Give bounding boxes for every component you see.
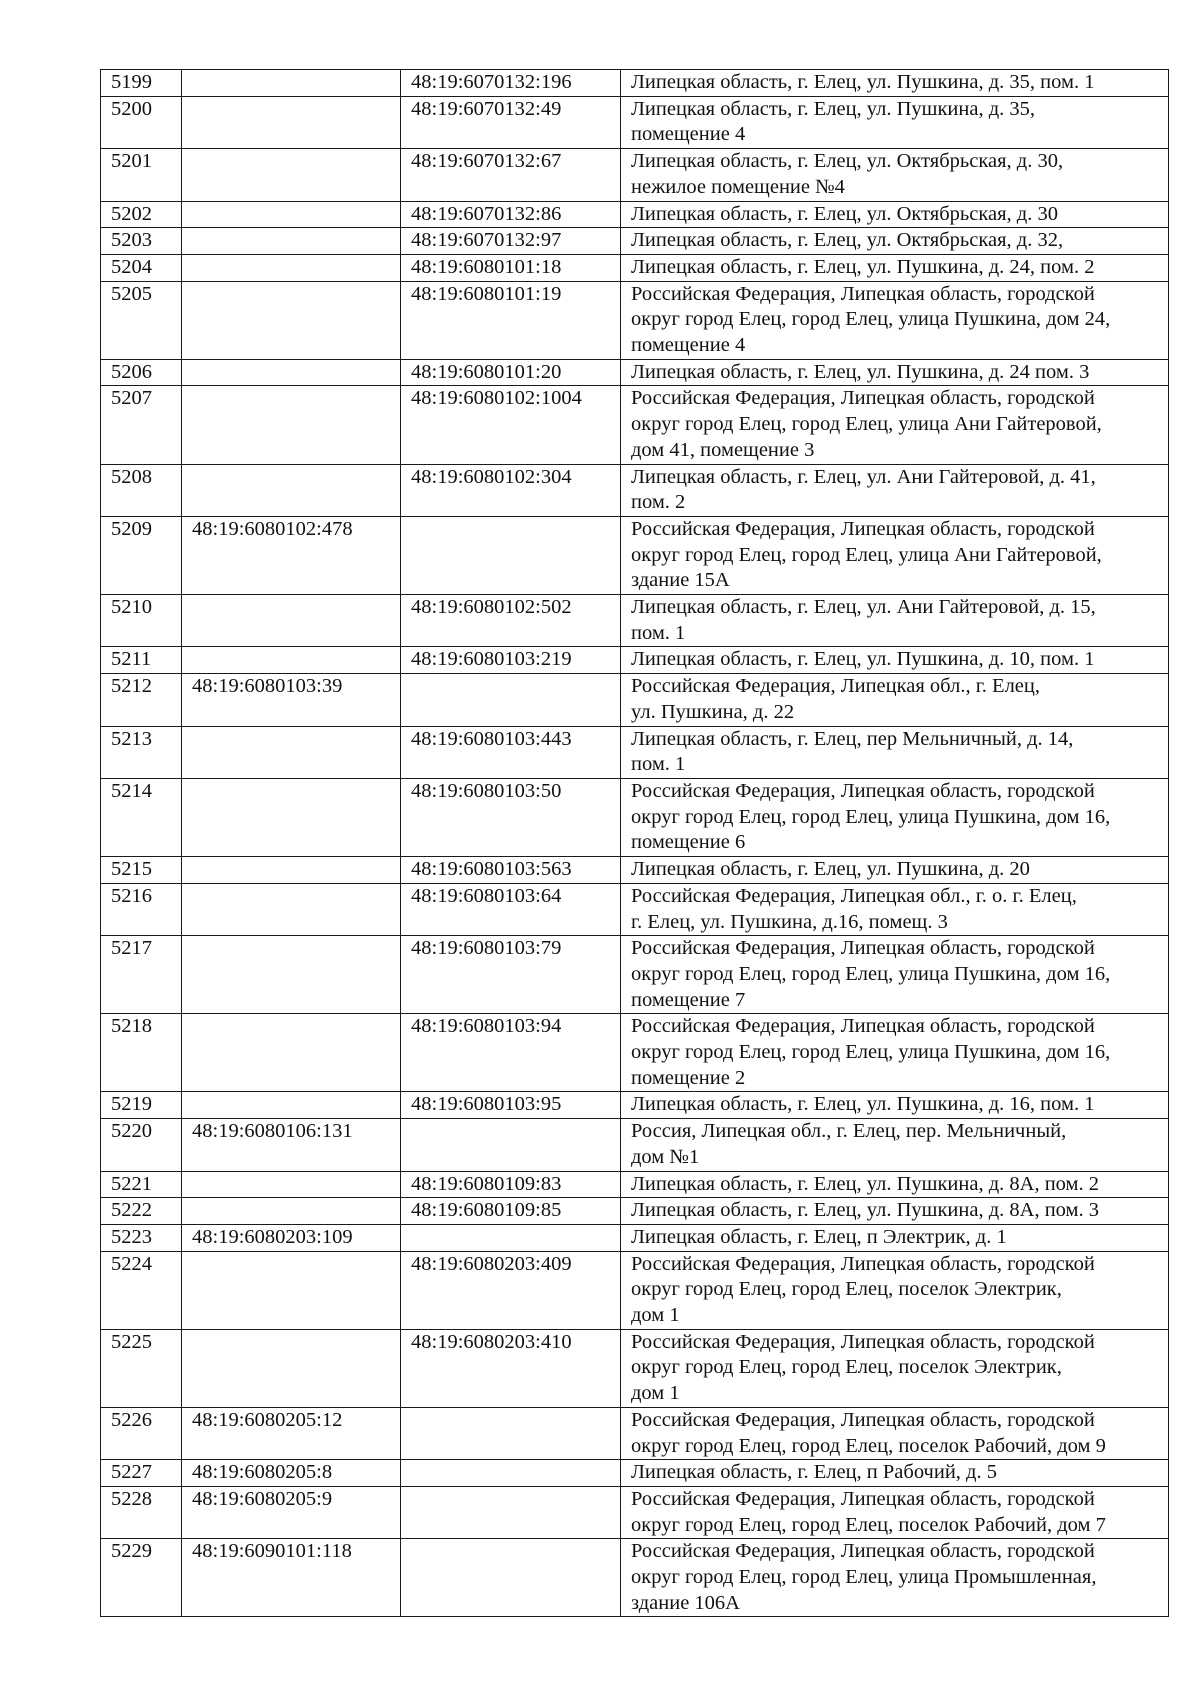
land-cadastral-number-cell xyxy=(182,1014,401,1092)
table-row xyxy=(101,149,1169,201)
land-cadastral-number-cell xyxy=(182,1171,401,1198)
object-cadastral-number-cell: 48:19:6080103:95 xyxy=(401,1092,621,1119)
address-line: помещение 7 xyxy=(631,988,746,1011)
land-cadastral-number-cell: 48:19:6080205:9 xyxy=(182,1486,401,1538)
land-cadastral-number-cell: 48:19:6080205:12 xyxy=(182,1407,401,1459)
address-line: ул. Пушкина, д. 22 xyxy=(631,700,795,723)
land-cadastral-number-cell xyxy=(182,883,401,935)
address-line: Липецкая область, г. Елец, ул. Пушкина, д. 35, пом. 1 xyxy=(631,71,1095,93)
table-row xyxy=(101,1198,1169,1225)
address-cell xyxy=(621,647,1169,674)
object-cadastral-number-cell xyxy=(401,1224,621,1251)
address-cell xyxy=(621,1014,1169,1092)
table-row xyxy=(101,936,1169,1014)
address-cell xyxy=(621,1407,1169,1459)
address-line: Россия, Липецкая обл., г. Елец, пер. Мельничный, xyxy=(631,1120,1067,1143)
land-cadastral-number-cell: 48:19:6080203:109 xyxy=(182,1224,401,1251)
object-cadastral-number-cell xyxy=(401,1407,621,1459)
address-line: пом. 1 xyxy=(631,621,686,644)
object-cadastral-number-cell xyxy=(401,1486,621,1538)
address-cell xyxy=(621,1119,1169,1171)
address-line: Российская Федерация, Липецкая область, городской xyxy=(631,1540,1095,1563)
address-line: округ город Елец, город Елец, улица Промышленная, xyxy=(631,1566,1097,1589)
table-row xyxy=(101,1119,1169,1171)
row-number-cell: 5207 xyxy=(101,386,182,464)
address-cell xyxy=(621,1329,1169,1407)
row-number-cell: 5217 xyxy=(101,936,182,1014)
land-cadastral-number-cell xyxy=(182,1092,401,1119)
object-cadastral-number-cell: 48:19:6080103:79 xyxy=(401,936,621,1014)
address-line: Российская Федерация, Липецкая область, городской xyxy=(631,517,1095,540)
land-cadastral-number-cell xyxy=(182,70,401,97)
address-line: Липецкая область, г. Елец, пер Мельничный, д. 14, xyxy=(631,727,1074,750)
object-cadastral-number-cell: 48:19:6080103:94 xyxy=(401,1014,621,1092)
land-cadastral-number-cell: 48:19:6080103:39 xyxy=(182,674,401,726)
address-cell xyxy=(621,96,1169,148)
object-cadastral-number-cell: 48:19:6080101:18 xyxy=(401,254,621,281)
table-row xyxy=(101,1092,1169,1119)
address-cell xyxy=(621,726,1169,778)
table-row xyxy=(101,464,1169,516)
land-cadastral-number-cell xyxy=(182,647,401,674)
row-number-cell: 5210 xyxy=(101,595,182,647)
address-line: г. Елец, ул. Пушкина, д.16, помещ. 3 xyxy=(631,910,948,933)
row-number-cell: 5208 xyxy=(101,464,182,516)
address-line: Российская Федерация, Липецкая область, городской xyxy=(631,779,1095,802)
row-number-cell: 5228 xyxy=(101,1486,182,1538)
address-cell xyxy=(621,883,1169,935)
land-cadastral-number-cell xyxy=(182,595,401,647)
address-line: Липецкая область, г. Елец, ул. Пушкина, д. 10, пом. 1 xyxy=(631,648,1095,671)
table-row xyxy=(101,1486,1169,1538)
table-row xyxy=(101,778,1169,856)
row-number-cell: 5223 xyxy=(101,1224,182,1251)
table-row xyxy=(101,883,1169,935)
row-number-cell: 5205 xyxy=(101,281,182,359)
land-cadastral-number-cell xyxy=(182,386,401,464)
row-number-cell: 5216 xyxy=(101,883,182,935)
row-number-cell: 5206 xyxy=(101,359,182,386)
row-number-cell: 5215 xyxy=(101,857,182,884)
address-cell xyxy=(621,70,1169,97)
address-line: округ город Елец, город Елец, поселок Электрик, xyxy=(631,1278,1062,1301)
address-cell xyxy=(621,1486,1169,1538)
address-line: Российская Федерация, Липецкая область, городской xyxy=(631,1408,1095,1431)
address-line: Российская Федерация, Липецкая область, городской xyxy=(631,937,1095,960)
address-line: дом 1 xyxy=(631,1382,680,1405)
object-cadastral-number-cell: 48:19:6070132:97 xyxy=(401,228,621,255)
land-cadastral-number-cell xyxy=(182,149,401,201)
land-cadastral-number-cell xyxy=(182,857,401,884)
table-row xyxy=(101,96,1169,148)
row-number-cell: 5200 xyxy=(101,96,182,148)
table-row xyxy=(101,1539,1169,1617)
table-row xyxy=(101,595,1169,647)
address-line: Российская Федерация, Липецкая область, городской xyxy=(631,282,1095,305)
row-number-cell: 5211 xyxy=(101,647,182,674)
table-row xyxy=(101,726,1169,778)
row-number-cell: 5209 xyxy=(101,516,182,594)
object-cadastral-number-cell: 48:19:6080203:410 xyxy=(401,1329,621,1407)
table-row xyxy=(101,228,1169,255)
address-line: Российская Федерация, Липецкая область, городской xyxy=(631,1487,1095,1510)
table-row xyxy=(101,1329,1169,1407)
table-row xyxy=(101,386,1169,464)
property-registry-table xyxy=(100,69,1169,1617)
row-number-cell: 5229 xyxy=(101,1539,182,1617)
address-line: округ город Елец, город Елец, улица Ани Гайтеровой, xyxy=(631,413,1102,436)
address-cell xyxy=(621,201,1169,228)
row-number-cell: 5220 xyxy=(101,1119,182,1171)
row-number-cell: 5218 xyxy=(101,1014,182,1092)
address-line: округ город Елец, город Елец, улица Пушкина, дом 16, xyxy=(631,1041,1111,1064)
address-line: Липецкая область, г. Елец, ул. Пушкина, д. 35, xyxy=(631,97,1036,120)
object-cadastral-number-cell: 48:19:6080103:64 xyxy=(401,883,621,935)
address-line: Российская Федерация, Липецкая область, городской xyxy=(631,387,1095,410)
land-cadastral-number-cell xyxy=(182,96,401,148)
table-row xyxy=(101,1251,1169,1329)
row-number-cell: 5203 xyxy=(101,228,182,255)
object-cadastral-number-cell: 48:19:6080102:502 xyxy=(401,595,621,647)
table-row xyxy=(101,1460,1169,1487)
land-cadastral-number-cell: 48:19:6080102:478 xyxy=(182,516,401,594)
row-number-cell: 5199 xyxy=(101,70,182,97)
address-line: Российская Федерация, Липецкая область, городской xyxy=(631,1252,1095,1275)
land-cadastral-number-cell xyxy=(182,1251,401,1329)
row-number-cell: 5201 xyxy=(101,149,182,201)
land-cadastral-number-cell xyxy=(182,201,401,228)
table-row xyxy=(101,647,1169,674)
table-body xyxy=(101,70,1169,1617)
address-line: Российская Федерация, Липецкая область, городской xyxy=(631,1330,1095,1353)
land-cadastral-number-cell xyxy=(182,228,401,255)
address-cell xyxy=(621,1539,1169,1617)
address-line: Липецкая область, г. Елец, ул. Октябрьская, д. 30 xyxy=(631,202,1058,225)
address-line: Российская Федерация, Липецкая обл., г. о. г. Елец, xyxy=(631,884,1077,907)
object-cadastral-number-cell: 48:19:6080103:219 xyxy=(401,647,621,674)
address-line: округ город Елец, город Елец, поселок Рабочий, дом 7 xyxy=(631,1513,1106,1536)
address-cell xyxy=(621,254,1169,281)
land-cadastral-number-cell: 48:19:6080205:8 xyxy=(182,1460,401,1487)
address-line: Липецкая область, г. Елец, п Рабочий, д. 5 xyxy=(631,1461,997,1484)
row-number-cell: 5221 xyxy=(101,1171,182,1198)
row-number-cell: 5219 xyxy=(101,1092,182,1119)
address-line: здание 15А xyxy=(631,569,730,592)
address-cell xyxy=(621,1092,1169,1119)
table-row xyxy=(101,1014,1169,1092)
address-line: дом 41, помещение 3 xyxy=(631,438,815,461)
object-cadastral-number-cell: 48:19:6070132:86 xyxy=(401,201,621,228)
object-cadastral-number-cell: 48:19:6080109:83 xyxy=(401,1171,621,1198)
object-cadastral-number-cell: 48:19:6080101:19 xyxy=(401,281,621,359)
land-cadastral-number-cell xyxy=(182,464,401,516)
address-line: Липецкая область, г. Елец, ул. Ани Гайтеровой, д. 15, xyxy=(631,596,1096,619)
address-cell xyxy=(621,516,1169,594)
address-cell xyxy=(621,936,1169,1014)
table-row xyxy=(101,359,1169,386)
address-line: Липецкая область, г. Елец, ул. Пушкина, д. 24, пом. 2 xyxy=(631,255,1095,278)
address-cell xyxy=(621,149,1169,201)
object-cadastral-number-cell: 48:19:6080103:50 xyxy=(401,778,621,856)
address-line: Липецкая область, г. Елец, ул. Пушкина, д. 16, пом. 1 xyxy=(631,1093,1095,1116)
object-cadastral-number-cell xyxy=(401,674,621,726)
object-cadastral-number-cell: 48:19:6070132:49 xyxy=(401,96,621,148)
address-line: Липецкая область, г. Елец, ул. Октябрьская, д. 32, xyxy=(631,229,1064,252)
address-cell xyxy=(621,1460,1169,1487)
row-number-cell: 5212 xyxy=(101,674,182,726)
address-line: дом 1 xyxy=(631,1304,680,1327)
object-cadastral-number-cell: 48:19:6080102:1004 xyxy=(401,386,621,464)
table-row xyxy=(101,70,1169,97)
table-row xyxy=(101,674,1169,726)
table-row xyxy=(101,254,1169,281)
object-cadastral-number-cell: 48:19:6080103:443 xyxy=(401,726,621,778)
address-line: дом №1 xyxy=(631,1145,700,1168)
row-number-cell: 5213 xyxy=(101,726,182,778)
address-cell xyxy=(621,595,1169,647)
address-line: округ город Елец, город Елец, поселок Электрик, xyxy=(631,1356,1062,1379)
land-cadastral-number-cell xyxy=(182,254,401,281)
address-line: округ город Елец, город Елец, улица Пушкина, дом 24, xyxy=(631,308,1111,331)
address-cell xyxy=(621,228,1169,255)
address-cell xyxy=(621,281,1169,359)
address-line: помещение 2 xyxy=(631,1066,746,1089)
address-line: Липецкая область, г. Елец, ул. Пушкина, д. 8А, пом. 2 xyxy=(631,1172,1099,1195)
object-cadastral-number-cell: 48:19:6080203:409 xyxy=(401,1251,621,1329)
address-cell xyxy=(621,857,1169,884)
address-line: Российская Федерация, Липецкая область, городской xyxy=(631,1015,1095,1038)
object-cadastral-number-cell: 48:19:6080103:563 xyxy=(401,857,621,884)
address-cell xyxy=(621,464,1169,516)
table-row xyxy=(101,1171,1169,1198)
object-cadastral-number-cell: 48:19:6070132:67 xyxy=(401,149,621,201)
address-line: Липецкая область, г. Елец, ул. Пушкина, д. 20 xyxy=(631,858,1030,881)
object-cadastral-number-cell: 48:19:6070132:196 xyxy=(401,70,621,97)
address-cell xyxy=(621,1224,1169,1251)
address-cell xyxy=(621,386,1169,464)
land-cadastral-number-cell: 48:19:6090101:118 xyxy=(182,1539,401,1617)
address-line: пом. 2 xyxy=(631,491,686,514)
address-line: Липецкая область, г. Елец, ул. Пушкина, д. 24 пом. 3 xyxy=(631,360,1090,383)
object-cadastral-number-cell xyxy=(401,1460,621,1487)
land-cadastral-number-cell xyxy=(182,281,401,359)
address-cell xyxy=(621,359,1169,386)
land-cadastral-number-cell xyxy=(182,359,401,386)
object-cadastral-number-cell: 48:19:6080101:20 xyxy=(401,359,621,386)
land-cadastral-number-cell xyxy=(182,778,401,856)
address-line: помещение 6 xyxy=(631,831,746,854)
land-cadastral-number-cell xyxy=(182,1329,401,1407)
table-row xyxy=(101,201,1169,228)
object-cadastral-number-cell xyxy=(401,1119,621,1171)
address-line: Липецкая область, г. Елец, п Электрик, д. 1 xyxy=(631,1225,1007,1248)
row-number-cell: 5202 xyxy=(101,201,182,228)
table-row xyxy=(101,857,1169,884)
address-line: пом. 1 xyxy=(631,753,686,776)
address-line: нежилое помещение №4 xyxy=(631,175,845,198)
row-number-cell: 5224 xyxy=(101,1251,182,1329)
table-row xyxy=(101,1407,1169,1459)
object-cadastral-number-cell: 48:19:6080102:304 xyxy=(401,464,621,516)
object-cadastral-number-cell: 48:19:6080109:85 xyxy=(401,1198,621,1225)
address-line: Липецкая область, г. Елец, ул. Ани Гайтеровой, д. 41, xyxy=(631,465,1096,488)
address-cell xyxy=(621,674,1169,726)
row-number-cell: 5225 xyxy=(101,1329,182,1407)
object-cadastral-number-cell xyxy=(401,1539,621,1617)
address-line: помещение 4 xyxy=(631,123,746,146)
address-line: округ город Елец, город Елец, поселок Рабочий, дом 9 xyxy=(631,1434,1106,1457)
row-number-cell: 5214 xyxy=(101,778,182,856)
land-cadastral-number-cell xyxy=(182,1198,401,1225)
address-line: округ город Елец, город Елец, улица Пушкина, дом 16, xyxy=(631,805,1111,828)
row-number-cell: 5204 xyxy=(101,254,182,281)
address-line: Липецкая область, г. Елец, ул. Пушкина, д. 8А, пом. 3 xyxy=(631,1199,1099,1222)
address-cell xyxy=(621,778,1169,856)
address-line: округ город Елец, город Елец, улица Пушкина, дом 16, xyxy=(631,962,1111,985)
object-cadastral-number-cell xyxy=(401,516,621,594)
land-cadastral-number-cell xyxy=(182,936,401,1014)
table-row xyxy=(101,1224,1169,1251)
address-line: округ город Елец, город Елец, улица Ани Гайтеровой, xyxy=(631,543,1102,566)
table-row xyxy=(101,516,1169,594)
address-cell xyxy=(621,1171,1169,1198)
land-cadastral-number-cell: 48:19:6080106:131 xyxy=(182,1119,401,1171)
row-number-cell: 5227 xyxy=(101,1460,182,1487)
table-row xyxy=(101,281,1169,359)
land-cadastral-number-cell xyxy=(182,726,401,778)
address-line: Липецкая область, г. Елец, ул. Октябрьская, д. 30, xyxy=(631,150,1064,173)
address-line: Российская Федерация, Липецкая обл., г. Елец, xyxy=(631,675,1040,698)
row-number-cell: 5222 xyxy=(101,1198,182,1225)
address-cell xyxy=(621,1251,1169,1329)
address-line: здание 106А xyxy=(631,1591,740,1614)
address-line: помещение 4 xyxy=(631,334,746,357)
address-cell xyxy=(621,1198,1169,1225)
row-number-cell: 5226 xyxy=(101,1407,182,1459)
